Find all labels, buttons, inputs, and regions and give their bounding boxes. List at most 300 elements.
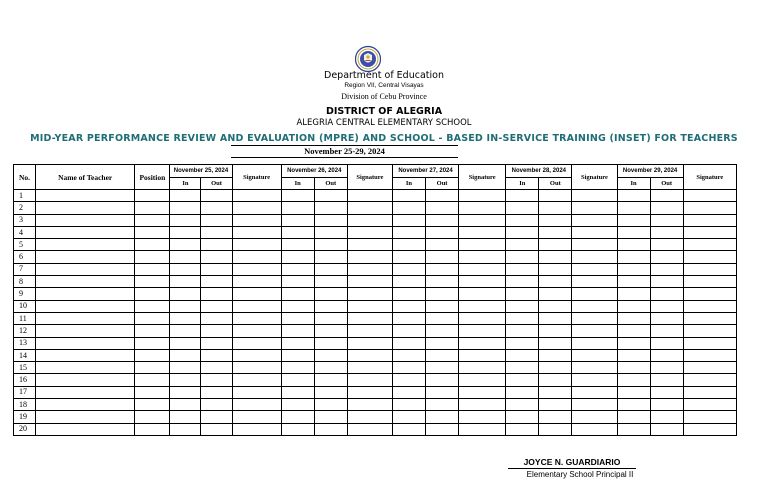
table-cell[interactable]	[617, 411, 650, 423]
table-cell[interactable]	[650, 263, 683, 275]
table-cell[interactable]	[314, 251, 347, 263]
table-cell[interactable]	[650, 399, 683, 411]
table-cell[interactable]	[459, 337, 506, 349]
table-cell[interactable]	[201, 300, 232, 312]
table-cell[interactable]	[135, 423, 170, 435]
table-cell[interactable]	[506, 386, 539, 398]
table-cell[interactable]	[201, 226, 232, 238]
table-cell[interactable]	[201, 312, 232, 324]
table-cell[interactable]	[314, 288, 347, 300]
table-cell[interactable]	[539, 300, 572, 312]
table-cell[interactable]	[314, 337, 347, 349]
table-cell[interactable]	[201, 190, 232, 202]
table-cell[interactable]	[506, 214, 539, 226]
table-cell[interactable]	[201, 214, 232, 226]
table-cell[interactable]	[459, 251, 506, 263]
table-cell[interactable]	[281, 349, 314, 361]
table-cell[interactable]	[683, 288, 736, 300]
table-cell[interactable]	[232, 226, 281, 238]
table-cell[interactable]	[650, 374, 683, 386]
table-cell[interactable]	[201, 276, 232, 288]
table-cell[interactable]	[281, 362, 314, 374]
table-cell[interactable]	[347, 202, 392, 214]
table-cell[interactable]	[426, 312, 459, 324]
table-cell[interactable]	[572, 190, 617, 202]
table-cell[interactable]	[617, 325, 650, 337]
table-cell[interactable]	[281, 288, 314, 300]
table-cell[interactable]	[36, 362, 135, 374]
table-cell[interactable]	[572, 312, 617, 324]
table-cell[interactable]	[201, 399, 232, 411]
table-cell[interactable]	[392, 325, 425, 337]
table-cell[interactable]	[232, 362, 281, 374]
table-cell[interactable]	[36, 312, 135, 324]
table-cell[interactable]	[506, 399, 539, 411]
table-cell[interactable]	[392, 288, 425, 300]
table-cell[interactable]	[314, 349, 347, 361]
table-cell[interactable]	[36, 423, 135, 435]
table-cell[interactable]	[347, 411, 392, 423]
table-cell[interactable]	[314, 312, 347, 324]
table-cell[interactable]	[36, 349, 135, 361]
table-cell[interactable]	[617, 349, 650, 361]
table-cell[interactable]	[426, 239, 459, 251]
table-cell[interactable]	[281, 374, 314, 386]
table-cell[interactable]	[347, 190, 392, 202]
table-cell[interactable]	[135, 411, 170, 423]
table-cell[interactable]	[201, 386, 232, 398]
table-cell[interactable]	[459, 276, 506, 288]
table-cell[interactable]	[572, 399, 617, 411]
table-cell[interactable]	[683, 386, 736, 398]
table-cell[interactable]	[135, 190, 170, 202]
table-cell[interactable]	[347, 337, 392, 349]
table-cell[interactable]	[392, 226, 425, 238]
table-cell[interactable]	[232, 399, 281, 411]
table-cell[interactable]	[135, 226, 170, 238]
table-cell[interactable]	[426, 276, 459, 288]
table-cell[interactable]	[314, 362, 347, 374]
table-cell[interactable]	[281, 263, 314, 275]
table-cell[interactable]	[232, 214, 281, 226]
table-cell[interactable]	[36, 399, 135, 411]
table-cell[interactable]	[506, 312, 539, 324]
table-cell[interactable]	[170, 362, 201, 374]
table-cell[interactable]	[314, 202, 347, 214]
table-cell[interactable]	[281, 423, 314, 435]
table-cell[interactable]	[201, 374, 232, 386]
table-cell[interactable]	[683, 325, 736, 337]
table-cell[interactable]	[314, 399, 347, 411]
table-cell[interactable]	[539, 226, 572, 238]
table-cell[interactable]	[572, 362, 617, 374]
table-cell[interactable]	[506, 374, 539, 386]
table-cell[interactable]	[650, 312, 683, 324]
table-cell[interactable]	[36, 374, 135, 386]
table-cell[interactable]	[232, 239, 281, 251]
table-cell[interactable]	[201, 239, 232, 251]
table-cell[interactable]	[232, 276, 281, 288]
table-cell[interactable]	[539, 386, 572, 398]
table-cell[interactable]	[347, 349, 392, 361]
table-cell[interactable]	[539, 337, 572, 349]
table-cell[interactable]	[392, 423, 425, 435]
table-cell[interactable]	[314, 226, 347, 238]
table-cell[interactable]	[170, 399, 201, 411]
table-cell[interactable]	[506, 337, 539, 349]
table-cell[interactable]	[683, 399, 736, 411]
table-cell[interactable]	[683, 226, 736, 238]
table-cell[interactable]	[459, 288, 506, 300]
table-cell[interactable]	[506, 226, 539, 238]
table-cell[interactable]	[459, 423, 506, 435]
table-cell[interactable]	[572, 337, 617, 349]
table-cell[interactable]	[683, 300, 736, 312]
table-cell[interactable]	[314, 423, 347, 435]
table-cell[interactable]	[617, 337, 650, 349]
table-cell[interactable]	[539, 202, 572, 214]
table-cell[interactable]	[683, 263, 736, 275]
table-cell[interactable]	[36, 239, 135, 251]
table-cell[interactable]	[281, 190, 314, 202]
table-cell[interactable]	[36, 276, 135, 288]
table-cell[interactable]	[650, 214, 683, 226]
table-cell[interactable]	[170, 423, 201, 435]
table-cell[interactable]	[650, 276, 683, 288]
table-cell[interactable]	[506, 239, 539, 251]
table-cell[interactable]	[572, 325, 617, 337]
table-cell[interactable]	[170, 263, 201, 275]
table-cell[interactable]	[314, 411, 347, 423]
table-cell[interactable]	[281, 251, 314, 263]
table-cell[interactable]	[572, 239, 617, 251]
table-cell[interactable]	[36, 226, 135, 238]
table-cell[interactable]	[650, 251, 683, 263]
table-cell[interactable]	[135, 349, 170, 361]
table-cell[interactable]	[392, 386, 425, 398]
table-cell[interactable]	[572, 288, 617, 300]
table-cell[interactable]	[232, 251, 281, 263]
table-cell[interactable]	[539, 399, 572, 411]
table-cell[interactable]	[314, 300, 347, 312]
table-cell[interactable]	[426, 263, 459, 275]
table-cell[interactable]	[683, 411, 736, 423]
table-cell[interactable]	[392, 276, 425, 288]
table-cell[interactable]	[683, 251, 736, 263]
table-cell[interactable]	[170, 411, 201, 423]
table-cell[interactable]	[650, 411, 683, 423]
table-cell[interactable]	[232, 325, 281, 337]
table-cell[interactable]	[683, 349, 736, 361]
table-cell[interactable]	[459, 325, 506, 337]
table-cell[interactable]	[281, 214, 314, 226]
table-cell[interactable]	[572, 226, 617, 238]
table-cell[interactable]	[683, 362, 736, 374]
table-cell[interactable]	[135, 263, 170, 275]
table-cell[interactable]	[426, 288, 459, 300]
table-cell[interactable]	[572, 300, 617, 312]
table-cell[interactable]	[347, 288, 392, 300]
table-cell[interactable]	[347, 325, 392, 337]
table-cell[interactable]	[617, 276, 650, 288]
table-cell[interactable]	[650, 349, 683, 361]
table-cell[interactable]	[459, 202, 506, 214]
table-cell[interactable]	[170, 239, 201, 251]
table-cell[interactable]	[459, 386, 506, 398]
table-cell[interactable]	[650, 362, 683, 374]
table-cell[interactable]	[617, 300, 650, 312]
table-cell[interactable]	[135, 362, 170, 374]
table-cell[interactable]	[170, 337, 201, 349]
table-cell[interactable]	[617, 362, 650, 374]
table-cell[interactable]	[539, 214, 572, 226]
table-cell[interactable]	[347, 251, 392, 263]
table-cell[interactable]	[201, 251, 232, 263]
table-cell[interactable]	[617, 288, 650, 300]
table-cell[interactable]	[170, 276, 201, 288]
table-cell[interactable]	[617, 399, 650, 411]
table-cell[interactable]	[347, 226, 392, 238]
table-cell[interactable]	[135, 251, 170, 263]
table-cell[interactable]	[201, 288, 232, 300]
table-cell[interactable]	[135, 214, 170, 226]
table-cell[interactable]	[426, 214, 459, 226]
table-cell[interactable]	[426, 349, 459, 361]
table-cell[interactable]	[170, 300, 201, 312]
table-cell[interactable]	[459, 190, 506, 202]
table-cell[interactable]	[683, 214, 736, 226]
table-cell[interactable]	[426, 190, 459, 202]
table-cell[interactable]	[36, 386, 135, 398]
table-cell[interactable]	[135, 337, 170, 349]
table-cell[interactable]	[506, 276, 539, 288]
table-cell[interactable]	[392, 190, 425, 202]
table-cell[interactable]	[170, 374, 201, 386]
table-cell[interactable]	[201, 411, 232, 423]
table-cell[interactable]	[506, 288, 539, 300]
table-cell[interactable]	[170, 288, 201, 300]
table-cell[interactable]	[281, 300, 314, 312]
table-cell[interactable]	[617, 190, 650, 202]
table-cell[interactable]	[281, 312, 314, 324]
table-cell[interactable]	[506, 263, 539, 275]
table-cell[interactable]	[201, 349, 232, 361]
table-cell[interactable]	[170, 202, 201, 214]
table-cell[interactable]	[539, 325, 572, 337]
table-cell[interactable]	[459, 411, 506, 423]
table-cell[interactable]	[572, 214, 617, 226]
table-cell[interactable]	[617, 312, 650, 324]
table-cell[interactable]	[539, 423, 572, 435]
table-cell[interactable]	[617, 226, 650, 238]
table-cell[interactable]	[36, 251, 135, 263]
table-cell[interactable]	[281, 337, 314, 349]
table-cell[interactable]	[36, 411, 135, 423]
table-cell[interactable]	[201, 337, 232, 349]
table-cell[interactable]	[232, 411, 281, 423]
table-cell[interactable]	[506, 300, 539, 312]
table-cell[interactable]	[281, 325, 314, 337]
table-cell[interactable]	[281, 202, 314, 214]
table-cell[interactable]	[650, 190, 683, 202]
table-cell[interactable]	[617, 386, 650, 398]
table-cell[interactable]	[506, 202, 539, 214]
table-cell[interactable]	[314, 374, 347, 386]
table-cell[interactable]	[281, 276, 314, 288]
table-cell[interactable]	[572, 276, 617, 288]
table-cell[interactable]	[617, 214, 650, 226]
table-cell[interactable]	[459, 300, 506, 312]
table-cell[interactable]	[506, 411, 539, 423]
table-cell[interactable]	[683, 190, 736, 202]
table-cell[interactable]	[539, 411, 572, 423]
table-cell[interactable]	[232, 202, 281, 214]
table-cell[interactable]	[650, 325, 683, 337]
table-cell[interactable]	[135, 288, 170, 300]
table-cell[interactable]	[170, 226, 201, 238]
table-cell[interactable]	[170, 312, 201, 324]
table-cell[interactable]	[135, 276, 170, 288]
table-cell[interactable]	[232, 374, 281, 386]
table-cell[interactable]	[426, 423, 459, 435]
table-cell[interactable]	[392, 251, 425, 263]
table-cell[interactable]	[232, 349, 281, 361]
table-cell[interactable]	[314, 239, 347, 251]
table-cell[interactable]	[539, 263, 572, 275]
table-cell[interactable]	[232, 312, 281, 324]
table-cell[interactable]	[572, 349, 617, 361]
table-cell[interactable]	[392, 399, 425, 411]
table-cell[interactable]	[572, 251, 617, 263]
table-cell[interactable]	[506, 349, 539, 361]
table-cell[interactable]	[572, 202, 617, 214]
table-cell[interactable]	[36, 190, 135, 202]
table-cell[interactable]	[232, 300, 281, 312]
table-cell[interactable]	[459, 263, 506, 275]
table-cell[interactable]	[683, 202, 736, 214]
table-cell[interactable]	[459, 399, 506, 411]
table-cell[interactable]	[347, 239, 392, 251]
table-cell[interactable]	[459, 226, 506, 238]
table-cell[interactable]	[426, 386, 459, 398]
table-cell[interactable]	[232, 386, 281, 398]
table-cell[interactable]	[135, 300, 170, 312]
table-cell[interactable]	[347, 276, 392, 288]
table-cell[interactable]	[539, 312, 572, 324]
table-cell[interactable]	[650, 300, 683, 312]
table-cell[interactable]	[617, 374, 650, 386]
table-cell[interactable]	[347, 399, 392, 411]
table-cell[interactable]	[617, 423, 650, 435]
table-cell[interactable]	[392, 411, 425, 423]
table-cell[interactable]	[135, 325, 170, 337]
table-cell[interactable]	[281, 239, 314, 251]
table-cell[interactable]	[392, 374, 425, 386]
table-cell[interactable]	[36, 325, 135, 337]
table-cell[interactable]	[392, 362, 425, 374]
table-cell[interactable]	[459, 239, 506, 251]
table-cell[interactable]	[539, 276, 572, 288]
table-cell[interactable]	[650, 423, 683, 435]
table-cell[interactable]	[281, 386, 314, 398]
table-cell[interactable]	[36, 300, 135, 312]
table-cell[interactable]	[314, 276, 347, 288]
table-cell[interactable]	[572, 386, 617, 398]
table-cell[interactable]	[650, 239, 683, 251]
table-cell[interactable]	[506, 423, 539, 435]
table-cell[interactable]	[347, 214, 392, 226]
table-cell[interactable]	[392, 349, 425, 361]
table-cell[interactable]	[650, 226, 683, 238]
table-cell[interactable]	[36, 202, 135, 214]
table-cell[interactable]	[426, 411, 459, 423]
table-cell[interactable]	[347, 423, 392, 435]
table-cell[interactable]	[539, 288, 572, 300]
table-cell[interactable]	[314, 190, 347, 202]
table-cell[interactable]	[459, 362, 506, 374]
table-cell[interactable]	[347, 312, 392, 324]
table-cell[interactable]	[135, 202, 170, 214]
table-cell[interactable]	[392, 312, 425, 324]
table-cell[interactable]	[232, 337, 281, 349]
table-cell[interactable]	[392, 263, 425, 275]
table-cell[interactable]	[347, 362, 392, 374]
table-cell[interactable]	[426, 337, 459, 349]
table-cell[interactable]	[392, 300, 425, 312]
table-cell[interactable]	[201, 423, 232, 435]
table-cell[interactable]	[36, 337, 135, 349]
table-cell[interactable]	[426, 374, 459, 386]
table-cell[interactable]	[572, 423, 617, 435]
table-cell[interactable]	[617, 202, 650, 214]
table-cell[interactable]	[392, 337, 425, 349]
table-cell[interactable]	[426, 325, 459, 337]
table-cell[interactable]	[36, 214, 135, 226]
table-cell[interactable]	[232, 423, 281, 435]
table-cell[interactable]	[683, 337, 736, 349]
table-cell[interactable]	[459, 312, 506, 324]
table-cell[interactable]	[539, 374, 572, 386]
table-cell[interactable]	[683, 239, 736, 251]
table-cell[interactable]	[314, 386, 347, 398]
table-cell[interactable]	[135, 312, 170, 324]
table-cell[interactable]	[650, 337, 683, 349]
table-cell[interactable]	[170, 190, 201, 202]
table-cell[interactable]	[201, 263, 232, 275]
table-cell[interactable]	[426, 399, 459, 411]
table-cell[interactable]	[426, 300, 459, 312]
table-cell[interactable]	[392, 202, 425, 214]
table-cell[interactable]	[36, 288, 135, 300]
table-cell[interactable]	[617, 263, 650, 275]
table-cell[interactable]	[392, 239, 425, 251]
table-cell[interactable]	[281, 399, 314, 411]
table-cell[interactable]	[281, 411, 314, 423]
table-cell[interactable]	[426, 251, 459, 263]
table-cell[interactable]	[170, 214, 201, 226]
table-cell[interactable]	[459, 349, 506, 361]
table-cell[interactable]	[201, 202, 232, 214]
table-cell[interactable]	[506, 251, 539, 263]
table-cell[interactable]	[683, 374, 736, 386]
table-cell[interactable]	[426, 362, 459, 374]
table-cell[interactable]	[281, 226, 314, 238]
table-cell[interactable]	[683, 276, 736, 288]
table-cell[interactable]	[459, 374, 506, 386]
table-cell[interactable]	[201, 325, 232, 337]
table-cell[interactable]	[314, 214, 347, 226]
table-cell[interactable]	[539, 239, 572, 251]
